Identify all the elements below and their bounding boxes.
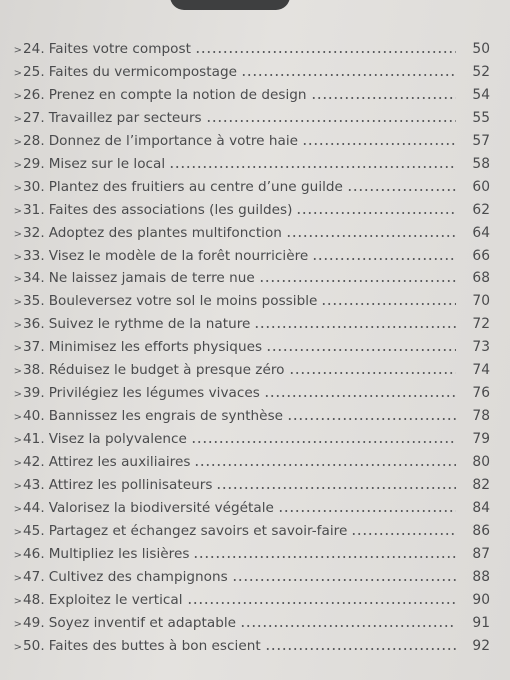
entry-number: 34. — [23, 270, 45, 287]
entry-page-number: 79 — [472, 431, 490, 448]
toc-entry — [0, 218, 510, 241]
dot-leader — [195, 51, 456, 53]
dot-leader — [266, 349, 456, 351]
entry-title: Suivez le rythme de la nature — [48, 316, 251, 333]
entry-bullet-icon: > — [13, 182, 22, 194]
entry-page-number: 80 — [472, 454, 490, 471]
entry-title: Ne laissez jamais de terre nue — [48, 270, 255, 287]
dot-leader — [302, 143, 456, 145]
entry-bullet-icon: > — [13, 389, 22, 401]
entry-number: 41. — [23, 431, 45, 448]
entry-page-number: 88 — [472, 568, 490, 585]
toc-entry — [0, 493, 510, 516]
entry-bullet-icon: > — [13, 274, 22, 286]
entry-title: Soyez inventif et adaptable — [48, 614, 237, 631]
entry-title: Bannissez les engrais de synthèse — [48, 408, 284, 425]
entry-title: Misez sur le local — [48, 155, 166, 172]
entry-number: 30. — [23, 178, 45, 195]
toc-entry — [0, 539, 510, 562]
dot-leader — [265, 648, 456, 650]
entry-number: 50. — [23, 637, 45, 654]
entry-title: Exploitez le vertical — [48, 591, 183, 608]
dot-leader — [240, 625, 456, 627]
entry-bullet-icon: > — [13, 435, 22, 447]
entry-title: Travaillez par secteurs — [48, 109, 202, 126]
toc-entry — [0, 424, 510, 447]
dot-leader — [241, 74, 456, 76]
entry-title: Faites des associations (les guildes) — [48, 201, 293, 218]
entry-title: Faites votre compost — [48, 40, 191, 57]
entry-bullet-icon: > — [13, 412, 22, 424]
entry-page-number: 64 — [472, 224, 490, 241]
toc-entry — [0, 264, 510, 287]
entry-title: Adoptez des plantes multifonction — [48, 224, 282, 241]
entry-page-number: 78 — [472, 408, 490, 425]
entry-bullet-icon: > — [13, 136, 22, 148]
entry-number: 32. — [23, 224, 45, 241]
entry-title: Attirez les auxiliaires — [48, 454, 191, 471]
toc-entry — [0, 195, 510, 218]
entry-title: Faites du vermicompostage — [48, 63, 238, 80]
entry-bullet-icon: > — [13, 251, 22, 263]
entry-page-number: 84 — [472, 500, 490, 517]
entry-bullet-icon: > — [13, 113, 22, 125]
toc-entry — [0, 562, 510, 585]
dot-leader — [216, 487, 456, 489]
entry-number: 33. — [23, 247, 45, 264]
toc-entry — [0, 355, 510, 378]
toc-entry — [0, 172, 510, 195]
entry-number: 27. — [23, 109, 45, 126]
dot-leader — [347, 189, 456, 191]
page-top-tab — [170, 0, 290, 10]
entry-bullet-icon: > — [13, 297, 22, 309]
dot-leader — [312, 258, 456, 260]
dot-leader — [187, 602, 456, 604]
dot-leader — [296, 212, 456, 214]
toc-entry — [0, 309, 510, 332]
entry-bullet-icon: > — [13, 320, 22, 332]
entry-number: 24. — [23, 40, 45, 57]
dot-leader — [321, 303, 456, 305]
entry-number: 36. — [23, 316, 45, 333]
entry-number: 44. — [23, 500, 45, 517]
entry-page-number: 87 — [472, 545, 490, 562]
entry-bullet-icon: > — [13, 366, 22, 378]
dot-leader — [287, 418, 456, 420]
entry-page-number: 60 — [472, 178, 490, 195]
dot-leader — [264, 395, 456, 397]
dot-leader — [254, 326, 456, 328]
entry-page-number: 57 — [472, 132, 490, 149]
entry-bullet-icon: > — [13, 595, 22, 607]
entry-title: Visez le modèle de la forêt nourricière — [48, 247, 309, 264]
entry-number: 39. — [23, 385, 45, 402]
entry-title: Minimisez les efforts physiques — [48, 339, 263, 356]
toc-entry — [0, 608, 510, 631]
entry-bullet-icon: > — [13, 504, 22, 516]
entry-title: Valorisez la biodiversité végétale — [48, 500, 274, 517]
entry-bullet-icon: > — [13, 205, 22, 217]
entry-page-number: 62 — [472, 201, 490, 218]
entry-number: 46. — [23, 545, 45, 562]
toc-entry — [0, 241, 510, 264]
dot-leader — [191, 441, 456, 443]
entry-page-number: 54 — [472, 86, 490, 103]
entry-number: 28. — [23, 132, 45, 149]
entry-number: 40. — [23, 408, 45, 425]
entry-bullet-icon: > — [13, 549, 22, 561]
entry-page-number: 72 — [472, 316, 490, 333]
toc-entry — [0, 286, 510, 309]
toc-entry — [0, 332, 510, 355]
entry-title: Prenez en compte la notion de design — [48, 86, 307, 103]
entry-page-number: 58 — [472, 155, 490, 172]
dot-leader — [278, 510, 456, 512]
entry-bullet-icon: > — [13, 641, 22, 653]
dot-leader — [289, 372, 457, 374]
entry-page-number: 66 — [472, 247, 490, 264]
entry-bullet-icon: > — [13, 67, 22, 79]
entry-bullet-icon: > — [13, 228, 22, 240]
entry-page-number: 74 — [472, 362, 490, 379]
dot-leader — [286, 235, 456, 237]
toc-entry — [0, 80, 510, 103]
dot-leader — [206, 120, 456, 122]
entry-title: Bouleversez votre sol le moins possible — [48, 293, 318, 310]
entry-page-number: 52 — [472, 63, 490, 80]
entry-number: 31. — [23, 201, 45, 218]
entry-number: 43. — [23, 477, 45, 494]
entry-title: Partagez et échangez savoirs et savoir-faire — [48, 522, 348, 539]
entry-page-number: 55 — [472, 109, 490, 126]
entry-page-number: 92 — [472, 637, 490, 654]
entry-title: Cultivez des champignons — [48, 568, 228, 585]
toc-entry — [0, 149, 510, 172]
toc-entry — [0, 126, 510, 149]
toc-entry — [0, 378, 510, 401]
toc-entry — [0, 631, 510, 654]
toc-entry — [0, 470, 510, 493]
table-of-contents — [0, 34, 510, 654]
entry-number: 26. — [23, 86, 45, 103]
dot-leader — [193, 556, 456, 558]
dot-leader — [311, 97, 456, 99]
entry-page-number: 76 — [472, 385, 490, 402]
dot-leader — [232, 579, 456, 581]
entry-number: 37. — [23, 339, 45, 356]
entry-number: 38. — [23, 362, 45, 379]
entry-page-number: 86 — [472, 522, 490, 539]
entry-number: 29. — [23, 155, 45, 172]
entry-number: 35. — [23, 293, 45, 310]
toc-entry — [0, 57, 510, 80]
dot-leader — [194, 464, 456, 466]
entry-page-number: 68 — [472, 270, 490, 287]
toc-entry — [0, 447, 510, 470]
toc-entry — [0, 34, 510, 57]
entry-title: Multipliez les lisières — [48, 545, 190, 562]
entry-number: 49. — [23, 614, 45, 631]
entry-bullet-icon: > — [13, 90, 22, 102]
entry-bullet-icon: > — [13, 458, 22, 470]
entry-number: 45. — [23, 522, 45, 539]
dot-leader — [351, 533, 456, 535]
entry-bullet-icon: > — [13, 618, 22, 630]
entry-number: 48. — [23, 591, 45, 608]
entry-title: Privilégiez les légumes vivaces — [48, 385, 260, 402]
dot-leader — [259, 280, 456, 282]
entry-title: Réduisez le budget à presque zéro — [48, 362, 285, 379]
entry-number: 42. — [23, 454, 45, 471]
entry-bullet-icon: > — [13, 44, 22, 56]
dot-leader — [169, 166, 456, 168]
entry-bullet-icon: > — [13, 481, 22, 493]
entry-page-number: 73 — [472, 339, 490, 356]
entry-title: Attirez les pollinisateurs — [48, 477, 213, 494]
entry-bullet-icon: > — [13, 343, 22, 355]
entry-page-number: 70 — [472, 293, 490, 310]
entry-bullet-icon: > — [13, 159, 22, 171]
entry-page-number: 91 — [472, 614, 490, 631]
toc-entry — [0, 516, 510, 539]
entry-title: Plantez des fruitiers au centre d’une guilde — [48, 178, 343, 195]
entry-number: 25. — [23, 63, 45, 80]
entry-number: 47. — [23, 568, 45, 585]
entry-title: Faites des buttes à bon escient — [48, 637, 261, 654]
entry-title: Visez la polyvalence — [48, 431, 187, 448]
entry-bullet-icon: > — [13, 526, 22, 538]
entry-page-number: 50 — [472, 40, 490, 57]
toc-entry — [0, 585, 510, 608]
entry-page-number: 82 — [472, 477, 490, 494]
toc-entry — [0, 103, 510, 126]
entry-page-number: 90 — [472, 591, 490, 608]
entry-title: Donnez de l’importance à votre haie — [48, 132, 299, 149]
entry-bullet-icon: > — [13, 572, 22, 584]
toc-entry — [0, 401, 510, 424]
